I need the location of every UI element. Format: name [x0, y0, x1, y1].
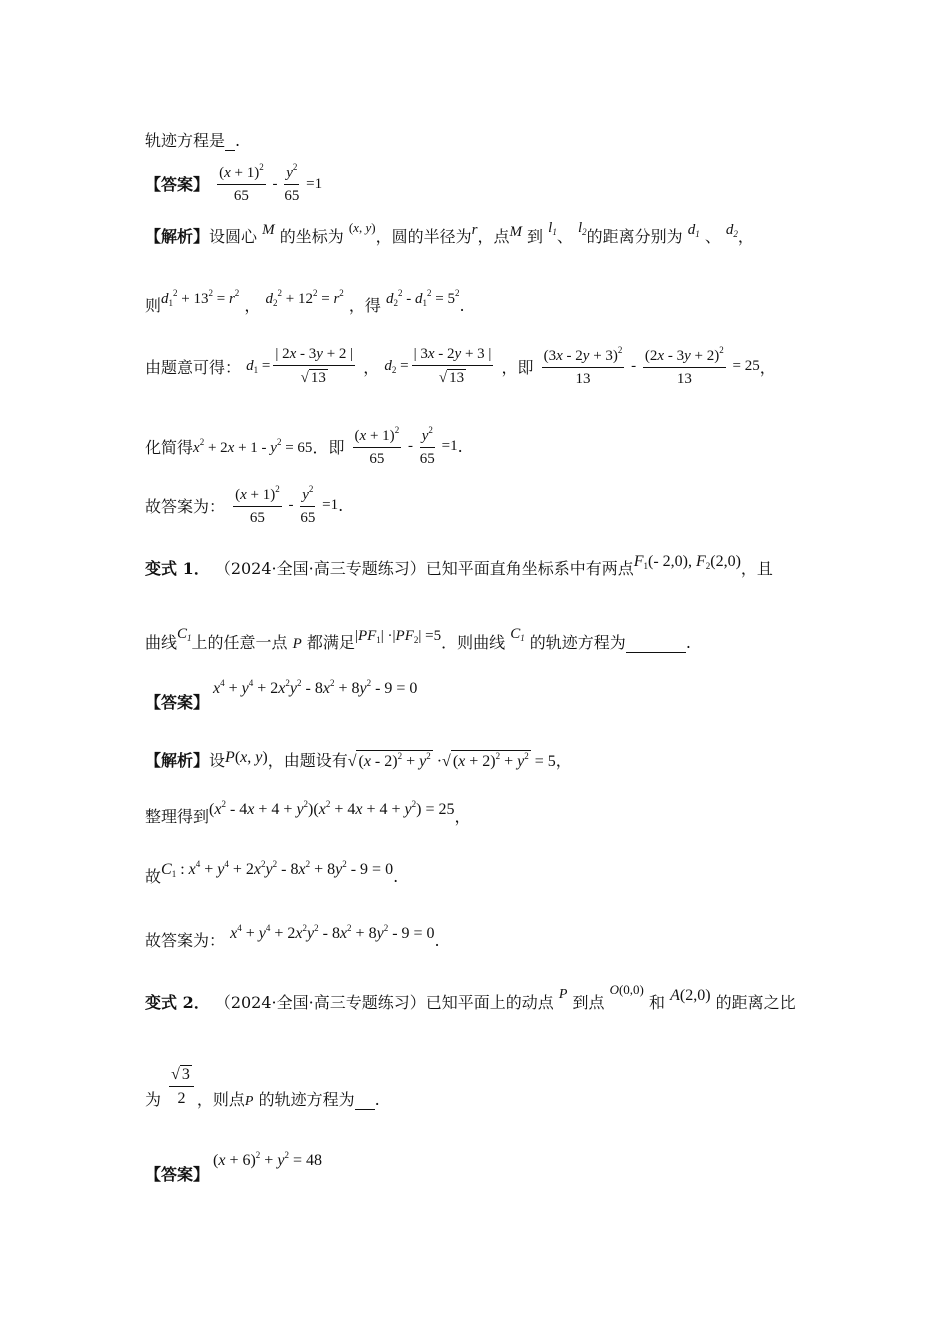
- answer-formula: $\frac{(x + 1)^2}{65}$ - $\frac{y^2}{65}$ =1: [219, 162, 323, 204]
- text-line: 故答案为： $x^4 + y^4 + 2x^2y^2 - 8x^2 + 8y^2 - 9 = 0$.: [145, 923, 440, 950]
- text-line: 故$C_1$ : $x^4 + y^4 + 2x^2y^2 - 8x^2 + 8y^2 - 9 = 0$.: [145, 859, 399, 886]
- answer-label: 【答案】: [145, 175, 210, 194]
- answer-blank: [626, 633, 686, 653]
- variant-title: 变式 2．: [145, 993, 210, 1012]
- text-line: 轨迹方程是 .: [145, 131, 241, 150]
- text-line: 整理得到$(x^2 - 4x + 4 + y^2)(x^2 + 4x + 4 + y^2) = 25$，: [145, 799, 471, 826]
- analysis-label: 【解析】: [145, 751, 210, 770]
- text-line: 曲线$C_1$上的任意一点 P 都满足$|PF_1| \cdot|PF_2| =5$．则曲线 $C_1$ 的轨迹方程为 .: [145, 626, 691, 652]
- answer-blank: [355, 1090, 375, 1110]
- text-fragment: 轨迹方程是: [145, 131, 226, 150]
- variant-heading: 变式 2． （2024·全国·高三专题练习）已知平面上的动点 P 到点 $^{O(0,0)}$ 和 A(2,0) 的距离之比: [145, 982, 796, 1012]
- answer-label: 【答案】: [145, 693, 210, 712]
- analysis-line: 【解析】设圆心 M 的坐标为 $^{(x, y)}$，圆的半径为r，点M 到 $l_1$、 $l_2$的距离分别为 $d_1$ 、 $d_2$，: [145, 220, 754, 246]
- answer-line: [145, 690, 209, 713]
- variant-title: 变式 1．: [145, 559, 210, 578]
- analysis-line: 【解析】设P(x, y)，由题设有√ $(x - 2)^2 + y^2$ ·√ $(x + 2)^2 + y^2 = 5$，: [145, 749, 572, 770]
- answer-line: [145, 1162, 209, 1185]
- analysis-label: 【解析】: [145, 227, 210, 246]
- answer-formula: $x^4 + y^4 + 2x^2y^2 - 8x^2 + 8y^2 - 9 = 0$: [213, 678, 418, 697]
- answer-line: [145, 162, 322, 205]
- text-line: 为 $\frac{√ 3}{2}$ ，则点P 的轨迹方程为 .: [145, 1066, 380, 1109]
- text-line: 由题意可得： $d_1$ = $\frac{| 2x - 3y + 2 |}{√ 13}$ ， $d_2$ = $\frac{| 3x - 2y + 3 |}{√ 13}$ ，即 $\frac{(3x - 2y + 3)^2}{13}$ - $\frac{(2x - 3y + 2)^2}{13}$ = 25，: [145, 345, 776, 387]
- variant-heading: 变式 1． （2024·全国·高三专题练习）已知平面直角坐标系中有两点$F_1(-$ 2,0), $F_2(2,0)$，且: [145, 553, 773, 578]
- text-line: 则$d_1^2 + 13^2 = r^2$ ， $d_2^2 + 12^2 = r^2$ ，得 $d_2^2 - d_1^2 = 5^2$.: [145, 288, 465, 315]
- text-line: 故答案为： $\frac{(x + 1)^2}{65}$ - $\frac{y^2}{65}$ =1.: [145, 484, 344, 526]
- text-line: 化简得$x^2 + 2x + 1 - y^2 = 65$．即 $\frac{(x + 1)^2}{65}$ - $\frac{y^2}{65}$ =1.: [145, 425, 463, 467]
- answer-formula: $(x + 6)^2 + y^2 = 48$: [213, 1150, 322, 1169]
- answer-blank: [225, 131, 235, 151]
- answer-label: 【答案】: [145, 1165, 210, 1184]
